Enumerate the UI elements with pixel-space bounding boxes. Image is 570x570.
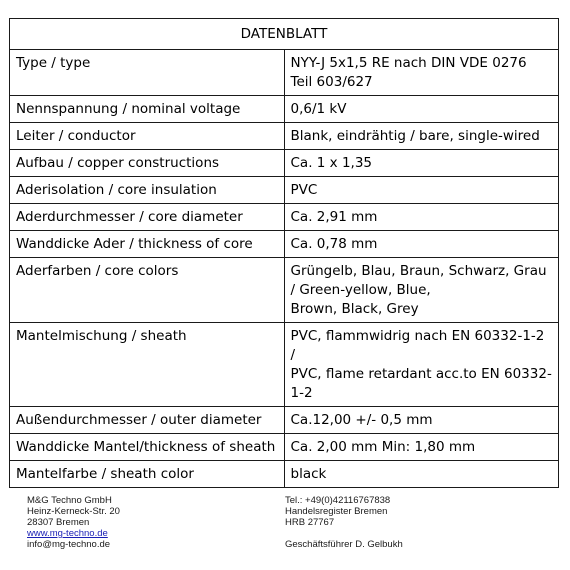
row-label: Wanddicke Ader / thickness of core bbox=[10, 231, 285, 258]
row-label: Leiter / conductor bbox=[10, 123, 285, 150]
row-label: Mantelfarbe / sheath color bbox=[10, 461, 285, 488]
company-city: 28307 Bremen bbox=[27, 517, 90, 528]
row-value-line: PVC, flammwidrig nach EN 60332-1-2 / bbox=[290, 328, 545, 363]
row-value bbox=[284, 323, 559, 407]
table-row bbox=[10, 461, 559, 488]
row-label: Aderisolation / core insulation bbox=[10, 177, 285, 204]
row-label: Type / type bbox=[10, 50, 285, 96]
row-value: Ca.12,00 +/- 0,5 mm bbox=[284, 407, 559, 434]
datasheet-title: DATENBLATT bbox=[10, 19, 559, 50]
register-number: HRB 27767 bbox=[285, 517, 335, 528]
company-name: M&G Techno GmbH bbox=[27, 495, 112, 506]
company-phone: Tel.: +49(0)42116767838 bbox=[285, 495, 391, 506]
table-header-row bbox=[10, 19, 559, 50]
table-row bbox=[10, 96, 559, 123]
footer-legal-info bbox=[285, 495, 403, 550]
table-row bbox=[10, 407, 559, 434]
row-value: black bbox=[284, 461, 559, 488]
row-value-line: PVC, flame retardant acc.to EN 60332-1-2 bbox=[290, 366, 552, 401]
managing-director: Geschäftsführer D. Gelbukh bbox=[285, 539, 403, 550]
row-value: PVC bbox=[284, 177, 559, 204]
row-label: Wanddicke Mantel/thickness of sheath bbox=[10, 434, 285, 461]
row-value-line: Grüngelb, Blau, Braun, Schwarz, Grau / Green-yellow, Blue, bbox=[290, 263, 547, 298]
row-value: NYY-J 5x1,5 RE nach DIN VDE 0276 Teil 603/627 bbox=[284, 50, 559, 96]
table-row bbox=[10, 204, 559, 231]
row-value: Ca. 2,91 mm bbox=[284, 204, 559, 231]
website-link[interactable]: www.mg-techno.de bbox=[27, 528, 108, 539]
row-value: Ca. 2,00 mm Min: 1,80 mm bbox=[284, 434, 559, 461]
row-value: Ca. 1 x 1,35 bbox=[284, 150, 559, 177]
row-label: Nennspannung / nominal voltage bbox=[10, 96, 285, 123]
company-email: info@mg-techno.de bbox=[27, 539, 111, 550]
trade-register: Handelsregister Bremen bbox=[285, 506, 388, 517]
row-label: Außendurchmesser / outer diameter bbox=[10, 407, 285, 434]
row-label: Aufbau / copper constructions bbox=[10, 150, 285, 177]
table-row bbox=[10, 177, 559, 204]
table-row bbox=[10, 150, 559, 177]
row-label: Mantelmischung / sheath bbox=[10, 323, 285, 407]
footer-company-info bbox=[27, 495, 120, 550]
row-value: 0,6/1 kV bbox=[284, 96, 559, 123]
row-value: Ca. 0,78 mm bbox=[284, 231, 559, 258]
table-row bbox=[10, 258, 559, 323]
company-street: Heinz-Kerneck-Str. 20 bbox=[27, 506, 120, 517]
datasheet-table bbox=[9, 18, 559, 488]
row-value bbox=[284, 258, 559, 323]
table-row bbox=[10, 123, 559, 150]
row-value: Blank, eindrähtig / bare, single-wired bbox=[284, 123, 559, 150]
row-label: Aderdurchmesser / core diameter bbox=[10, 204, 285, 231]
table-row bbox=[10, 434, 559, 461]
table-row bbox=[10, 231, 559, 258]
row-label: Aderfarben / core colors bbox=[10, 258, 285, 323]
table-row bbox=[10, 323, 559, 407]
table-row bbox=[10, 50, 559, 96]
row-value-line: Brown, Black, Grey bbox=[290, 301, 419, 317]
